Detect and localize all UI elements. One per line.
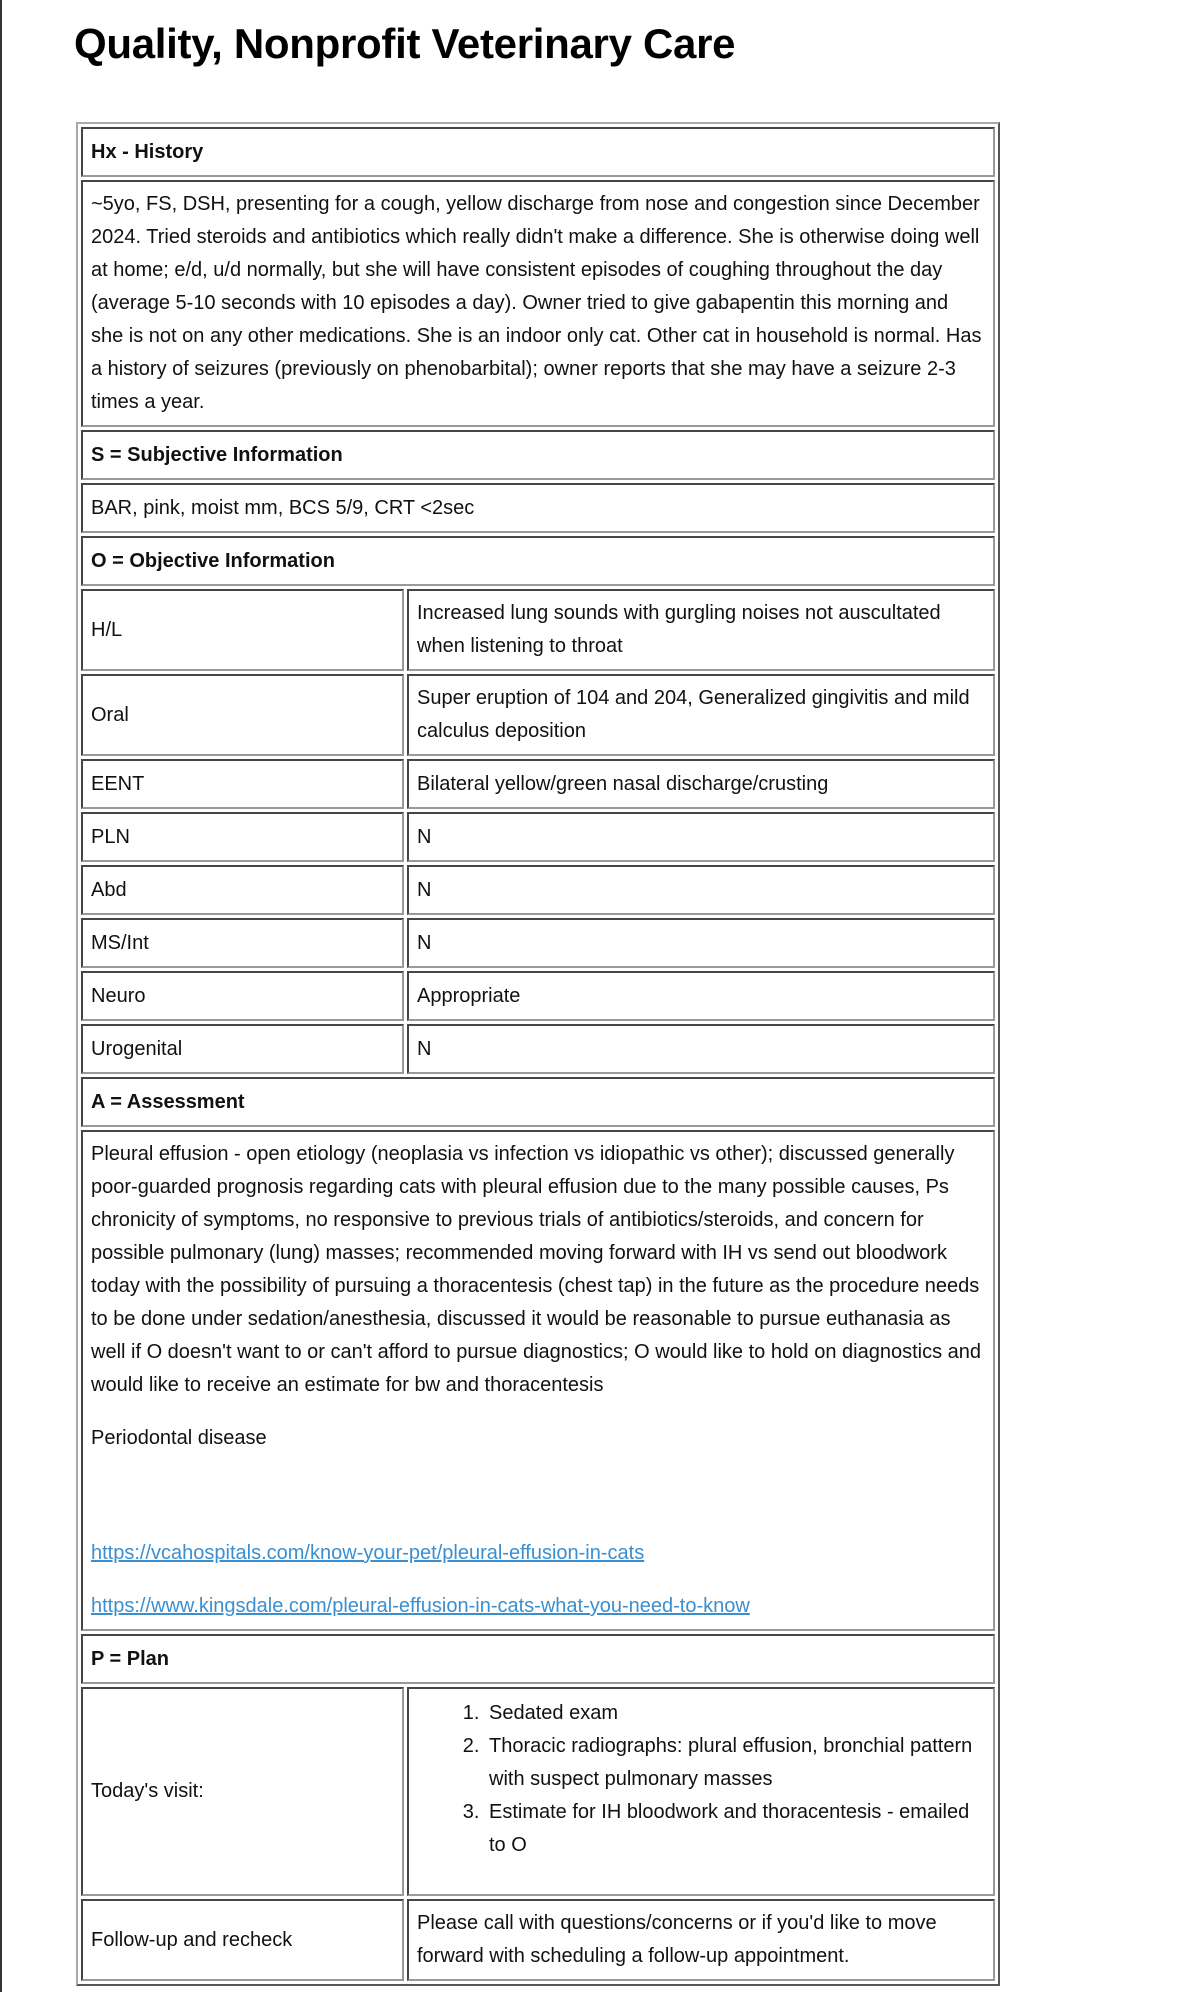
exam-label-abd: Abd bbox=[81, 865, 404, 915]
exam-value-urogenital: N bbox=[407, 1024, 995, 1074]
plan-header: P = Plan bbox=[81, 1634, 995, 1684]
history-header: Hx - History bbox=[81, 127, 995, 177]
page-title: Quality, Nonprofit Veterinary Care bbox=[74, 20, 736, 67]
exam-label-neuro: Neuro bbox=[81, 971, 404, 1021]
exam-value-msint: N bbox=[407, 918, 995, 968]
list-item: 1. Sedated exam bbox=[485, 1697, 985, 1730]
subjective-header-row bbox=[81, 430, 995, 480]
history-body-row bbox=[81, 180, 995, 427]
subjective-body-row bbox=[81, 483, 995, 533]
exam-value-abd: N bbox=[407, 865, 995, 915]
table-row bbox=[81, 1899, 995, 1981]
list-item: 2. Thoracic radiographs: plural effusion, bronchial pattern with suspect pulmonary masses bbox=[485, 1730, 985, 1796]
exam-label-hl: H/L bbox=[81, 589, 404, 671]
table-row bbox=[81, 812, 995, 862]
assessment-header: A = Assessment bbox=[81, 1077, 995, 1127]
exam-label-urogenital: Urogenital bbox=[81, 1024, 404, 1074]
objective-header-row bbox=[81, 536, 995, 586]
todays-visit-label: Today's visit: bbox=[81, 1687, 404, 1896]
history-text: ~5yo, FS, DSH, presenting for a cough, yellow discharge from nose and congestion since December 2024. Tried steroids and antibiotics which really didn't make a difference. She is otherwise doing well at home; e/d, u/d normally, but she will have consistent episodes of coughing throughout the day (average 5-10 seconds with 10 episodes a day). Owner tried to give gabapentin this morning and she is not on any other medications. She is an indoor only cat. Other cat in household is normal. Has a history of seizures (previously on phenobarbital); owner reports that she may have a seizure 2-3 times a year. bbox=[81, 180, 995, 427]
link-kingsdale[interactable]: https://www.kingsdale.com/pleural-effusion-in-cats-what-you-need-to-know bbox=[91, 1595, 750, 1617]
spacer bbox=[91, 1475, 985, 1537]
table-row bbox=[81, 674, 995, 756]
assessment-header-row bbox=[81, 1077, 995, 1127]
list-item: 3. Estimate for IH bloodwork and thoracentesis - emailed to O bbox=[485, 1796, 985, 1862]
exam-value-eent: Bilateral yellow/green nasal discharge/crusting bbox=[407, 759, 995, 809]
todays-visit-value bbox=[407, 1687, 995, 1896]
objective-header: O = Objective Information bbox=[81, 536, 995, 586]
exam-label-msint: MS/Int bbox=[81, 918, 404, 968]
history-header-row bbox=[81, 127, 995, 177]
exam-label-pln: PLN bbox=[81, 812, 404, 862]
exam-value-oral: Super eruption of 104 and 204, Generalized gingivitis and mild calculus deposition bbox=[407, 674, 995, 756]
table-row bbox=[81, 865, 995, 915]
plan-header-row bbox=[81, 1634, 995, 1684]
table-row bbox=[81, 1024, 995, 1074]
assessment-paragraph: Pleural effusion - open etiology (neoplasia vs infection vs idiopathic vs other); discussed generally poor-guarded prognosis regarding cats with pleural effusion due to the many possible causes, Ps chronicity of symptoms, no responsive to previous trials of antibiotics/steroids, and concern for possible pulmonary (lung) masses; recommended moving forward with IH vs send out bloodwork today with the possibility of pursuing a thoracentesis (chest tap) in the future as the procedure needs to be done under sedation/anesthesia, discussed it would be reasonable to pursue euthanasia as well if O doesn't want to or can't afford to pursue diagnostics; O would like to hold on diagnostics and would like to receive an estimate for bw and thoracentesis bbox=[91, 1143, 981, 1396]
followup-text: Please call with questions/concerns or if you'd like to move forward with scheduling a follow-up appointment. bbox=[407, 1899, 995, 1981]
exam-label-eent: EENT bbox=[81, 759, 404, 809]
table-row bbox=[81, 759, 995, 809]
followup-label: Follow-up and recheck bbox=[81, 1899, 404, 1981]
todays-visit-list bbox=[417, 1697, 985, 1862]
table-row bbox=[81, 589, 995, 671]
subjective-text: BAR, pink, moist mm, BCS 5/9, CRT <2sec bbox=[81, 483, 995, 533]
exam-value-hl: Increased lung sounds with gurgling noises not auscultated when listening to throat bbox=[407, 589, 995, 671]
assessment-body-row bbox=[81, 1130, 995, 1631]
table-row bbox=[81, 971, 995, 1021]
assessment-body bbox=[81, 1130, 995, 1631]
link-vca-hospitals[interactable]: https://vcahospitals.com/know-your-pet/pleural-effusion-in-cats bbox=[91, 1542, 645, 1564]
table-row bbox=[81, 918, 995, 968]
soap-notes-table bbox=[76, 122, 1000, 1986]
exam-label-oral: Oral bbox=[81, 674, 404, 756]
table-row bbox=[81, 1687, 995, 1896]
subjective-header: S = Subjective Information bbox=[81, 430, 995, 480]
assessment-secondary: Periodontal disease bbox=[91, 1427, 267, 1449]
exam-value-pln: N bbox=[407, 812, 995, 862]
exam-value-neuro: Appropriate bbox=[407, 971, 995, 1021]
